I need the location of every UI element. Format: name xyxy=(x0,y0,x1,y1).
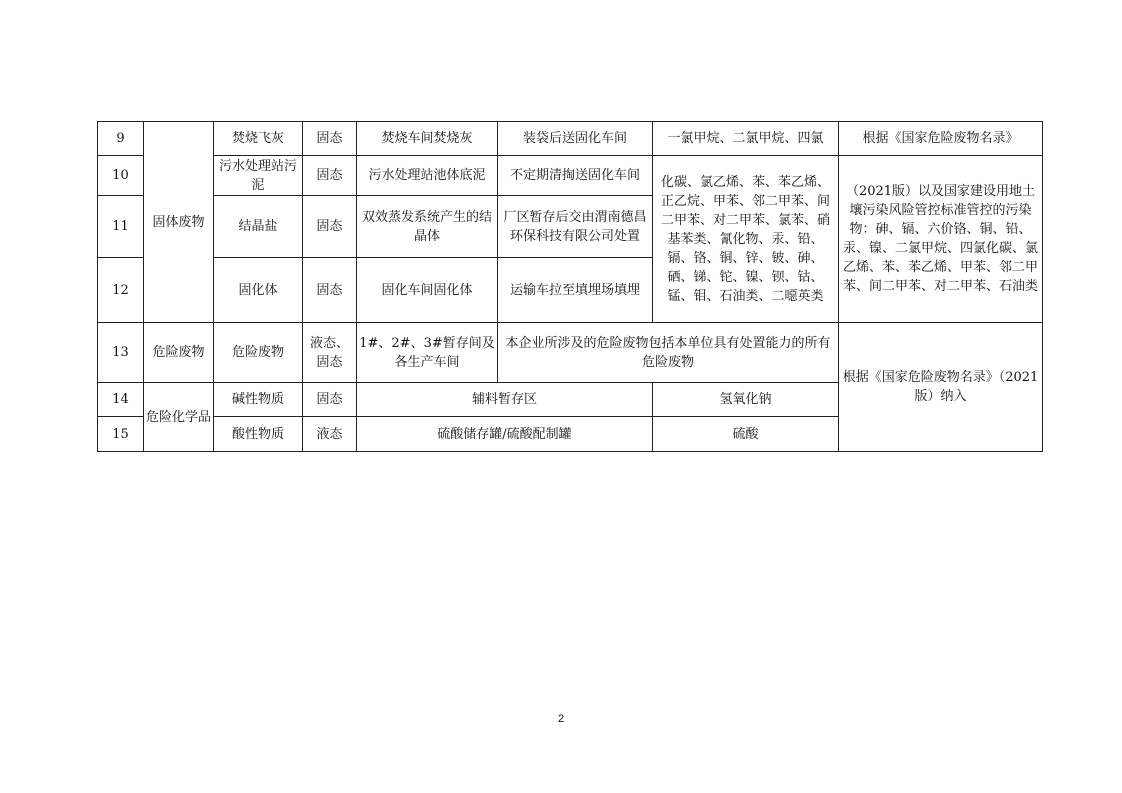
row-number: 12 xyxy=(98,258,144,323)
item-name: 碱性物质 xyxy=(214,383,303,417)
disposal-cell: 装袋后送固化车间 xyxy=(498,122,653,156)
category-cell: 危险废物 xyxy=(144,323,214,383)
disposal-cell: 厂区暂存后交由渭南德昌环保科技有限公司处置 xyxy=(498,196,653,258)
item-name: 结晶盐 xyxy=(214,196,303,258)
location-cell: 硫酸储存罐/硫酸配制罐 xyxy=(357,417,653,452)
category-cell: 固体废物 xyxy=(144,122,214,323)
substance-cell: 氢氧化钠 xyxy=(653,383,839,417)
item-name: 危险废物 xyxy=(214,323,303,383)
item-name: 污水处理站污泥 xyxy=(214,156,303,196)
row-number: 15 xyxy=(98,417,144,452)
source-cell: 固化车间固化体 xyxy=(357,258,498,323)
item-name: 酸性物质 xyxy=(214,417,303,452)
disposal-cell: 运输车拉至填埋场填埋 xyxy=(498,258,653,323)
physical-form: 固态 xyxy=(303,383,357,417)
item-name: 固化体 xyxy=(214,258,303,323)
source-cell: 1#、2#、3#暂存间及各生产车间 xyxy=(357,323,498,383)
source-cell: 焚烧车间焚烧灰 xyxy=(357,122,498,156)
table-row xyxy=(98,122,1043,156)
basis-cell: （2021版）以及国家建设用地土壤污染风险管控标准管控的污染物：砷、镉、六价铬、铜、铅、汞、镍、二氯甲烷、四氯化碳、氯乙烯、苯、苯乙烯、甲苯、邻二甲苯、间二甲苯、对二甲苯、石油类 xyxy=(839,156,1043,323)
item-name: 焚烧飞灰 xyxy=(214,122,303,156)
physical-form: 液态 xyxy=(303,417,357,452)
category-cell: 危险化学品 xyxy=(144,383,214,452)
page-number: 2 xyxy=(557,713,565,725)
disposal-cell: 不定期清掏送固化车间 xyxy=(498,156,653,196)
substance-cell: 硫酸 xyxy=(653,417,839,452)
pollutants-cell: 化碳、氯乙烯、苯、苯乙烯、正乙烷、甲苯、邻二甲苯、间二甲苯、对二甲苯、氯苯、硝基苯类、氰化物、汞、铅、镉、铬、铜、锌、铍、砷、硒、锑、铊、镍、钡、钴、锰、钼、石油类、二噁英类 xyxy=(653,156,839,323)
row-number: 10 xyxy=(98,156,144,196)
location-cell: 辅料暂存区 xyxy=(357,383,653,417)
physical-form: 固态 xyxy=(303,122,357,156)
hazard-substance-table xyxy=(97,121,1043,452)
table-row xyxy=(98,323,1043,383)
source-cell: 双效蒸发系统产生的结晶体 xyxy=(357,196,498,258)
row-number: 13 xyxy=(98,323,144,383)
basis-cell: 根据《国家危险废物名录》（2021版）纳入 xyxy=(839,323,1043,452)
row-number: 11 xyxy=(98,196,144,258)
physical-form: 液态、固态 xyxy=(303,323,357,383)
source-cell: 污水处理站池体底泥 xyxy=(357,156,498,196)
physical-form: 固态 xyxy=(303,196,357,258)
basis-cell: 根据《国家危险废物名录》 xyxy=(839,122,1043,156)
description-cell: 本企业所涉及的危险废物包括本单位具有处置能力的所有危险废物 xyxy=(498,323,839,383)
physical-form: 固态 xyxy=(303,258,357,323)
physical-form: 固态 xyxy=(303,156,357,196)
table-row xyxy=(98,156,1043,196)
row-number: 14 xyxy=(98,383,144,417)
row-number: 9 xyxy=(98,122,144,156)
pollutants-cell: 一氯甲烷、二氯甲烷、四氯 xyxy=(653,122,839,156)
